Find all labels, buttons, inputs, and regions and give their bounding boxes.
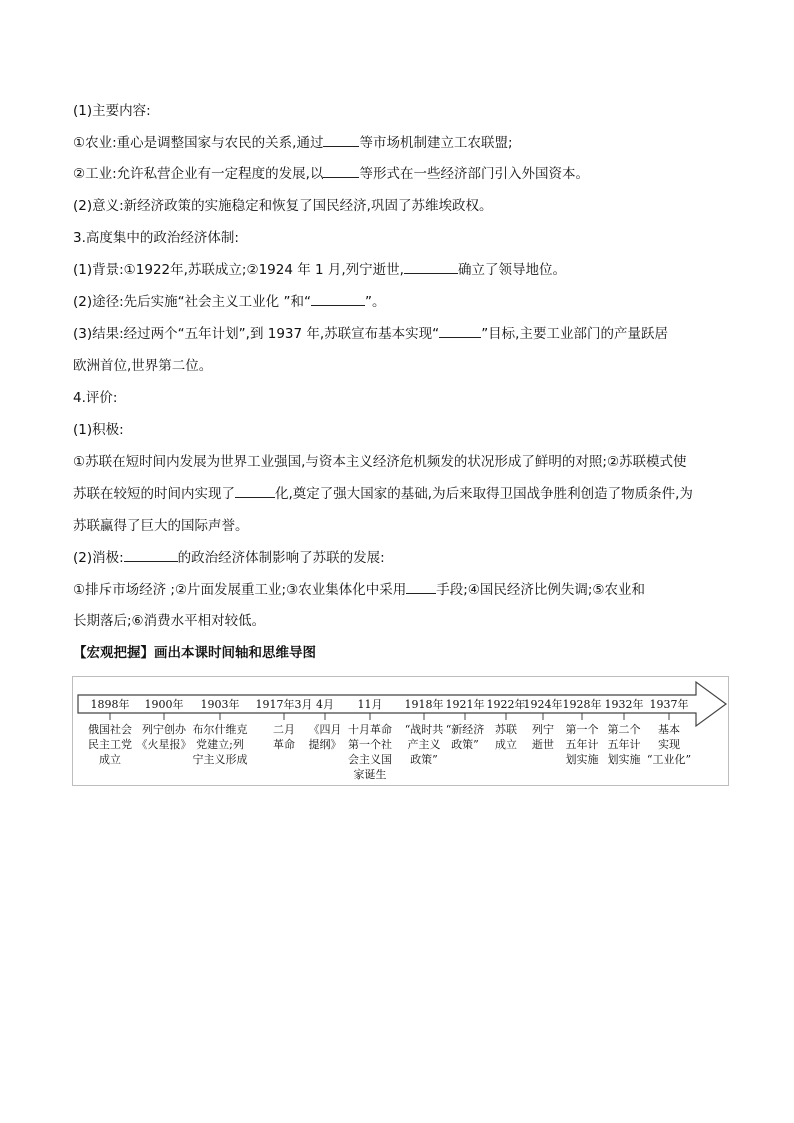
text: 苏联在较短的时间内实现了 [73,486,235,502]
timeline-year: 1928年 [562,698,602,711]
text: (2)消极: [73,550,124,566]
negative-heading [73,548,385,568]
timeline-event: 二月 革命 [273,723,295,751]
section-4-heading: 4.评价: [73,390,118,406]
timeline-event: 苏联 成立 [495,723,517,751]
agriculture-line [73,133,513,153]
text: ①农业:重心是调整国家与农民的关系,通过 [73,135,324,151]
timeline-event: 第一个 五年计 划实施 [565,723,599,766]
text: 等市场机制建立工农联盟; [359,135,513,151]
section-3-heading: 3.高度集中的政治经济体制: [73,230,239,246]
timeline-year: 4月 [316,698,334,711]
positive-line-3: 苏联赢得了巨大的国际声誉。 [73,518,249,534]
result-line [73,324,668,344]
text: (2)途径:先后实施“社会主义工业化 ”和“ [73,294,311,310]
timeline-event: 列宁 逝世 [532,723,554,751]
timeline-year: 1937年 [649,698,689,711]
text: ”目标,主要工业部门的产量跃居 [481,326,668,342]
text: 等形式在一些经济部门引入外国资本。 [359,166,589,182]
text: ②工业:允许私营企业有一定程度的发展,以 [73,166,324,182]
timeline-year: 1921年 [445,698,485,711]
text: 的政治经济体制影响了苏联的发展: [177,550,385,566]
text: 手段;④国民经济比例失调;⑤农业和 [436,582,646,598]
approach-line [73,292,385,312]
result-line-cont: 欧洲首位,世界第二位。 [73,358,213,374]
timeline-event: 《四月 提纲》 [308,723,342,751]
timeline-event: 第二个 五年计 划实施 [607,723,641,766]
timeline-event: 俄国社会 民主工党 成立 [88,723,132,766]
fill-blank [323,164,359,178]
timeline-year: 1900年 [144,698,184,711]
text: 化,奠定了强大国家的基础,为后来取得卫国战争胜利创造了物质条件,为 [275,486,693,502]
timeline-year: 1917年3月 [255,698,313,711]
text: (3)结果:经过两个“五年计划”,到 1937 年,苏联宣布基本实现“ [73,326,440,342]
timeline-event: “战时共 产主义 政策” [404,723,444,766]
text: 确立了领导地位。 [457,262,566,278]
industry-line [73,164,589,184]
timeline-year: 11月 [357,698,383,711]
fill-blank [311,292,365,306]
timeline-year: 1924年 [523,698,563,711]
fill-blank [439,324,481,338]
positive-line-2 [73,484,693,504]
timeline-event: 布尔什维克 党建立;列 宁主义形成 [192,723,248,766]
main-content-heading: (1)主要内容: [73,103,151,119]
text: ”。 [364,294,386,310]
timeline-event: “新经济 政策” [445,723,485,751]
timeline-event: 十月革命 第一个社 会主义国 家诞生 [348,723,392,781]
fill-blank [406,580,436,594]
positive-line-1: ①苏联在短时间内发展为世界工业强国,与资本主义经济危机频发的状况形成了鲜明的对照;②苏联模式使 [73,454,687,470]
text: ①排斥市场经济 ;②片面发展重工业;③农业集体化中采用 [73,582,407,598]
timeline-event: 列宁创办 《火星报》 [136,723,192,751]
fill-blank [235,484,275,498]
timeline-year: 1903年 [200,698,240,711]
negative-line-2: 长期落后;⑥消费水平相对较低。 [73,613,266,629]
negative-line-1 [73,580,645,600]
timeline-year: 1918年 [404,698,444,711]
background-line [73,260,566,280]
significance-line: (2)意义:新经济政策的实施稳定和恢复了国民经济,巩固了苏维埃政权。 [73,198,493,214]
positive-heading: (1)积极: [73,422,124,438]
fill-blank [124,548,178,562]
timeline-event: 基本 实现 “工业化” [646,723,692,766]
timeline-year: 1898年 [90,698,130,711]
fill-blank [404,260,458,274]
macro-grasp-heading: 【宏观把握】画出本课时间轴和思维导图 [73,645,316,661]
timeline-year: 1932年 [604,698,644,711]
timeline-diagram [72,676,729,786]
fill-blank [323,133,359,147]
timeline-year: 1922年 [486,698,526,711]
text: (1)背景:①1922年,苏联成立;②1924 年 1 月,列宁逝世, [73,262,404,278]
